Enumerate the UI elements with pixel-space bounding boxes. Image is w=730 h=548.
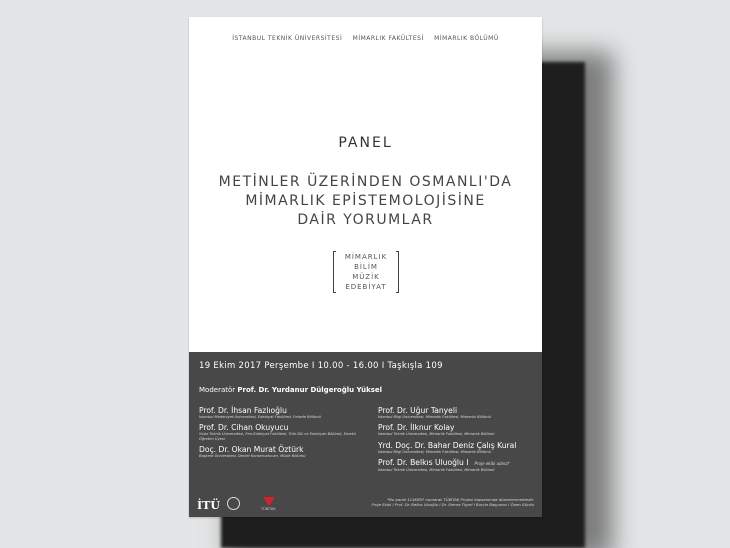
speakers-right-column [378,406,538,477]
institution-header [189,35,542,42]
speaker-affiliation: İstanbul Bilgi Üniversitesi, Mimarlık Fakültesi, Mimarlık Bölümü [378,415,491,419]
footnote-line: Proje Ekibi I Prof. Dr. Belkıs Uluoğlu I Dr. Semra Tigrel I Burçin Başyazıcı I Önen Günöz [371,502,534,508]
poster [189,17,542,517]
title-line: MİMARLIK EPİSTEMOLOJİSİNE [245,193,486,209]
info-band [189,352,542,517]
speaker-name: Prof. Dr. Cihan Okuyucu [199,423,289,433]
theme-item: BİLİM [354,263,378,271]
themes-list [333,252,399,292]
project-team-note: Proje ekibi adına* [474,461,510,467]
speaker-affiliation: İstanbul Medeniyet Üniversitesi, Edebiyat Fakültesi, Felsefe Bölümü [199,415,321,419]
speaker-affiliation: Yıldız Teknik Üniversitesi, Fen-Edebiyat Fakültesi, Türk Dili ve Edebiyatı Bölümü, Emekli Öğretim Üyesi [199,432,356,441]
footnote-line: *Bu panel 114K897 numaralı TÜBİTAK Projesi kapsamında düzenlenmektedir. [387,497,534,502]
speaker [378,441,538,454]
department-name: MİMARLIK BÖLÜMÜ [434,35,499,42]
speaker-name: Prof. Dr. İhsan Fazlıoğlu [199,406,287,415]
project-footnote [371,497,534,507]
speaker-affiliation: İstanbul Bilgi Üniversitesi, Mimarlık Fakültesi, Mimarlık Bölümü [378,449,491,454]
university-seal-icon [227,497,240,510]
speaker [378,458,538,472]
theme-item: EDEBİYAT [345,283,387,291]
itu-logo: İTÜ [197,499,220,512]
moderator-label: Moderatör [199,386,236,394]
themes-box [333,251,399,293]
speaker [199,423,369,441]
speaker-affiliation: İstanbul Teknik Üniversitesi, Mimarlık Fakültesi, Mimarlık Bölümü [378,468,495,473]
faculty-name: MİMARLIK FAKÜLTESİ [352,35,424,42]
theme-item: MÜZİK [352,273,380,281]
tubitak-logo-icon [263,497,275,506]
speaker [378,423,538,436]
moderator-name: Prof. Dr. Yurdanur Dülgeroğlu Yüksel [237,386,383,394]
speaker-name: Yrd. Doç. Dr. Bahar Deniz Çalış Kural [378,440,517,450]
event-type: PANEL [338,135,393,151]
speaker-name: Prof. Dr. İlknur Kolay [378,423,455,433]
moderator-line [199,386,382,394]
speaker-affiliation: Başkent Üniversitesi, Devlet Konservatuvarı, Müzik Bölümü [199,454,306,459]
sponsor-logos [197,497,277,513]
speaker [378,406,538,419]
speaker [199,445,369,458]
speakers-left-column [199,406,369,463]
university-name: İSTANBUL TEKNİK ÜNİVERSİTESİ [232,35,343,42]
speaker-affiliation: İstanbul Teknik Üniversitesi, Mimarlık Fakültesi, Mimarlık Bölümü [378,432,495,437]
speaker-name: Prof. Dr. Uğur Tanyeli [378,406,458,415]
theme-item: MİMARLIK [344,253,388,261]
speaker-name: Doç. Dr. Okan Murat Öztürk [199,445,304,455]
speaker-name: Prof. Dr. Belkıs Uluoğlu I [378,458,469,468]
title-line: DAİR YORUMLAR [297,212,434,228]
date-time-location: 19 Ekim 2017 Perşembe I 10.00 - 16.00 I Taşkışla 109 [199,361,443,371]
tubitak-logo-text: TÜBİTAK [261,507,276,511]
title-line: METİNLER ÜZERİNDEN OSMANLI'DA [218,174,513,190]
speaker-name-line [378,458,538,468]
event-title [189,173,542,230]
speaker [199,406,369,419]
